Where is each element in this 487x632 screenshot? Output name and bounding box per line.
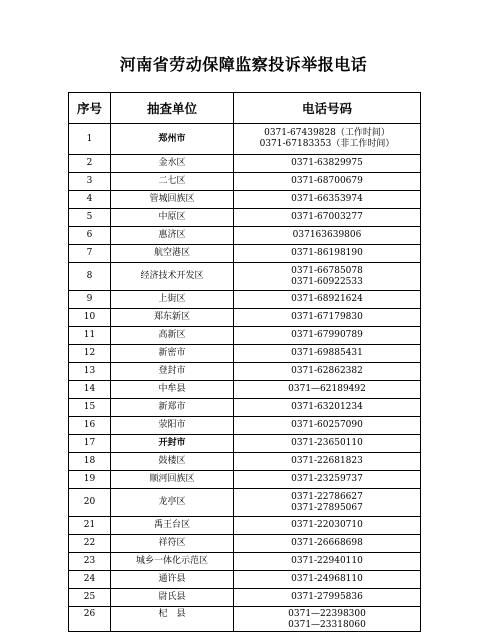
row-phone [234,571,421,589]
phone-number: 0371-22940110 [291,556,363,566]
row-phone [234,309,421,327]
header-index: 序号 [69,93,111,124]
row-unit: 管城回族区 [111,191,234,209]
row-unit: 中原区 [111,209,234,227]
row-phone [234,291,421,309]
row-index: 22 [69,535,111,553]
table-header-row [69,93,421,124]
row-unit: 开封市 [111,435,234,453]
row-phone [234,471,421,489]
row-phone [234,381,421,399]
header-phone: 电话号码 [234,93,421,124]
table-row [69,489,421,517]
row-unit: 龙亭区 [111,489,234,517]
row-unit: 航空港区 [111,245,234,263]
row-unit: 登封市 [111,363,234,381]
row-phone [234,345,421,363]
row-phone [234,191,421,209]
table-row [69,517,421,535]
row-unit: 郑州市 [111,124,234,155]
row-unit: 荥阳市 [111,417,234,435]
table-row [69,471,421,489]
phone-number: 0371-60922533 [291,276,363,287]
row-unit: 祥符区 [111,535,234,553]
phone-number: 0371-67003277 [291,212,363,222]
phone-number: 037163639806 [292,230,362,240]
row-unit: 尉氏县 [111,589,234,607]
row-phone [234,553,421,571]
phone-number: 0371-67183353（非工作时间） [259,139,395,149]
row-phone [234,453,421,471]
page-title: 河南省劳动保障监察投诉举报电话 [119,55,368,74]
phone-number: 0371-62862382 [291,366,363,376]
phone-number: 0371-22786627 [291,491,363,502]
row-unit: 上街区 [111,291,234,309]
row-index: 26 [69,607,111,632]
phone-number: 0371-68921624 [291,294,363,304]
row-index: 16 [69,417,111,435]
table-row [69,607,421,632]
row-phone [234,489,421,517]
row-phone [234,535,421,553]
table-row [69,291,421,309]
phone-number: 0371-63829975 [291,158,363,168]
table-row [69,381,421,399]
row-phone [234,173,421,191]
phone-number: 0371-69885431 [291,348,363,358]
row-unit: 二七区 [111,173,234,191]
row-unit: 新郑市 [111,399,234,417]
row-index: 3 [69,173,111,191]
header-unit: 抽查单位 [111,93,234,124]
phone-number: 0371-67439828（工作时间） [264,128,390,138]
phone-number: 0371-27895067 [291,502,363,513]
phone-number: 0371-23259737 [291,474,363,484]
row-phone [234,399,421,417]
row-phone [234,227,421,245]
row-phone [234,124,421,155]
phone-number: 0371-26668698 [291,538,363,548]
table-row [69,155,421,173]
row-index: 9 [69,291,111,309]
row-index: 17 [69,435,111,453]
phone-number: 0371-67179830 [291,312,363,322]
row-phone [234,363,421,381]
row-unit: 中牟县 [111,381,234,399]
row-phone [234,245,421,263]
phone-number: 0371-86198190 [291,248,363,258]
row-index: 14 [69,381,111,399]
row-index: 15 [69,399,111,417]
row-index: 19 [69,471,111,489]
phone-number: 0371—62189492 [288,384,366,394]
row-unit: 惠济区 [111,227,234,245]
row-index: 24 [69,571,111,589]
table-row [69,191,421,209]
row-index: 25 [69,589,111,607]
phone-number: 0371-23650110 [291,438,363,448]
phone-number: 0371—23318060 [288,620,366,630]
row-phone [234,209,421,227]
table-row [69,227,421,245]
row-phone [234,155,421,173]
table-row [69,263,421,291]
phone-number: 0371-22030710 [291,520,363,530]
table-row [69,245,421,263]
row-phone [234,589,421,607]
phone-number: 0371-63201234 [291,402,363,412]
row-index: 10 [69,309,111,327]
table-row [69,417,421,435]
table-row [69,327,421,345]
row-unit: 郑东新区 [111,309,234,327]
row-unit: 禹王台区 [111,517,234,535]
row-phone [234,327,421,345]
row-index: 11 [69,327,111,345]
row-unit: 金水区 [111,155,234,173]
row-unit: 鼓楼区 [111,453,234,471]
table-row [69,399,421,417]
row-index: 7 [69,245,111,263]
row-index: 1 [69,124,111,155]
row-index: 5 [69,209,111,227]
phone-number: 0371-27995836 [291,592,363,602]
table-row [69,535,421,553]
row-unit: 新密市 [111,345,234,363]
table-row [69,553,421,571]
row-index: 4 [69,191,111,209]
row-index: 13 [69,363,111,381]
row-unit: 杞 县 [111,607,234,632]
row-phone [234,607,421,632]
phone-number: 0371-22681823 [291,456,363,466]
row-index: 20 [69,489,111,517]
table-row [69,124,421,155]
hotline-table [68,92,421,632]
row-index: 12 [69,345,111,363]
row-index: 21 [69,517,111,535]
table-row [69,173,421,191]
row-phone [234,517,421,535]
table-row [69,363,421,381]
phone-number: 0371-68700679 [291,176,363,186]
row-unit: 城乡一体化示范区 [111,553,234,571]
row-phone [234,263,421,291]
row-phone [234,417,421,435]
row-index: 23 [69,553,111,571]
phone-number: 0371-24968110 [291,574,363,584]
phone-number: 0371-60257090 [291,420,363,430]
row-unit: 高新区 [111,327,234,345]
table-row [69,571,421,589]
table-row [69,209,421,227]
table-row [69,453,421,471]
table-row [69,345,421,363]
phone-number: 0371—22398300 [288,609,366,619]
row-phone [234,435,421,453]
row-index: 6 [69,227,111,245]
table-body [69,124,421,632]
table-row [69,435,421,453]
phone-number: 0371-66785078 [291,265,363,276]
row-unit: 通许县 [111,571,234,589]
table-row [69,589,421,607]
row-unit: 顺河回族区 [111,471,234,489]
phone-number: 0371-66353974 [291,194,363,204]
row-index: 2 [69,155,111,173]
table-row [69,309,421,327]
row-unit: 经济技术开发区 [111,263,234,291]
row-index: 8 [69,263,111,291]
row-index: 18 [69,453,111,471]
phone-number: 0371-67990789 [291,330,363,340]
